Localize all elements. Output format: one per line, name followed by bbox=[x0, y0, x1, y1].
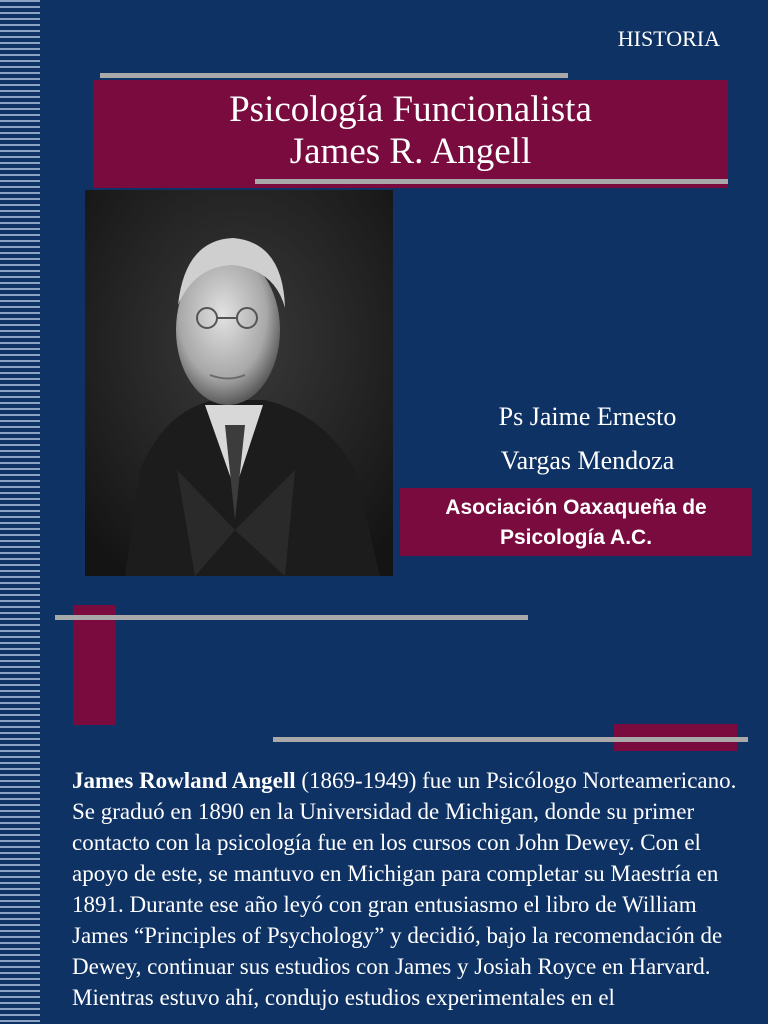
decorative-stripes bbox=[0, 0, 40, 1024]
portrait-photo bbox=[85, 190, 393, 576]
author-line-2: Vargas Mendoza bbox=[500, 446, 675, 475]
title-rule-top bbox=[100, 73, 568, 78]
divider-rule-1 bbox=[55, 615, 528, 620]
divider-rule-2 bbox=[273, 737, 748, 742]
biography-text bbox=[72, 765, 742, 1013]
title-banner bbox=[93, 80, 728, 188]
association-banner bbox=[400, 488, 752, 556]
bio-name: James Rowland Angell bbox=[72, 768, 296, 793]
association-line-1: Asociación Oaxaqueña de bbox=[445, 496, 707, 519]
decorative-block-left bbox=[73, 605, 116, 725]
section-tag: HISTORIA bbox=[617, 26, 720, 51]
portrait-image bbox=[85, 190, 393, 576]
title-line-2: James R. Angell bbox=[289, 131, 532, 172]
author-line-1: Ps Jaime Ernesto bbox=[498, 402, 677, 431]
title-rule-bottom bbox=[255, 179, 728, 184]
title-line-1: Psicología Funcionalista bbox=[229, 89, 592, 130]
bio-body: (1869-1949) fue un Psicólogo Norteamericano. Se graduó en 1890 en la Universidad de Michigan, donde su primer contacto con la psicología fue en los cursos con John Dewey. Con el apoyo de este, se mantuvo en Michigan para completar su Maestría en 1891. Durante ese año leyó con gran entusiasmo el libro de William James “Principles of Psychology” y decidió, bajo la recomendación de Dewey, continuar sus estudios con James y Josiah Royce en Harvard. Mientras estuvo ahí, condujo estudios experimentales en el bbox=[72, 768, 737, 1010]
association-line-2: Psicología A.C. bbox=[499, 526, 653, 549]
